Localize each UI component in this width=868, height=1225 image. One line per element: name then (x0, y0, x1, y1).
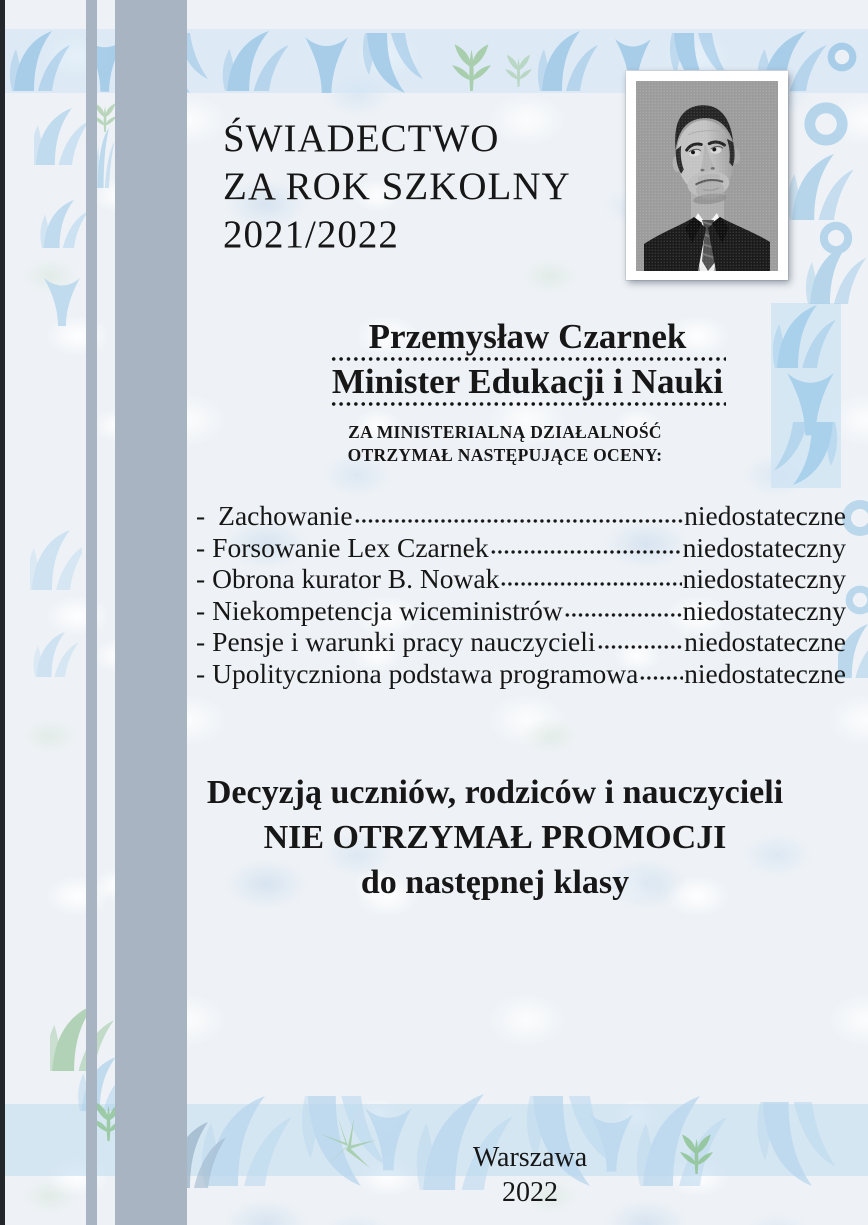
grade-label: Upolityczniona podstawa programowa (212, 657, 639, 689)
grade-label: Pensje i warunki pracy nauczycieli (212, 626, 596, 657)
decision-line-3: do następnej klasy (360, 864, 630, 901)
decision-line-1: Decyzją uczniów, rodziców i nauczycieli (206, 774, 784, 811)
dotted-underline (330, 401, 726, 407)
grade-row (196, 563, 846, 595)
grade-row (196, 658, 846, 690)
intro-line-1: ZA MINISTERIALNĄ DZIAŁALNOŚĆ (348, 422, 662, 442)
grade-value: niedostateczny (682, 563, 846, 594)
left-stripe-thin (86, 0, 97, 1225)
decision-block (110, 770, 868, 905)
grade-label: Obrona kurator B. Nowak (212, 563, 500, 594)
grade-label: Niekompetencja wiceministrów (212, 594, 563, 626)
grade-bullet: - (196, 594, 206, 626)
grade-bullet: - (196, 531, 206, 563)
decision-line-2: NIE OTRZYMAŁ PROMOCJI (263, 819, 727, 856)
photo-side-ornament (786, 92, 868, 307)
footer-city: Warszawa (472, 1142, 588, 1173)
grade-row (196, 532, 846, 564)
grade-value: niedostateczne (684, 500, 846, 531)
left-margin-ornament-top (34, 108, 90, 328)
footer-block (187, 1140, 868, 1210)
title-line-2: ZA ROK SZKOLNY (223, 165, 571, 208)
footer-year: 2022 (502, 1177, 558, 1208)
grade-dot-leader (639, 658, 683, 690)
left-stripe-wide (115, 0, 187, 1225)
title-line-1: ŚWIADECTWO (223, 117, 500, 160)
grade-dot-leader (490, 532, 682, 564)
certificate-title (223, 115, 571, 259)
grade-dot-leader (597, 626, 684, 658)
grade-label: Zachowanie (218, 500, 353, 531)
grade-label: Forsowanie Lex Czarnek (212, 531, 489, 563)
grade-bullet: - (196, 563, 206, 594)
grade-value: niedostateczny (682, 594, 846, 626)
intro-block (187, 421, 823, 467)
recipient-block (187, 318, 868, 408)
recipient-name: Przemysław Czarnek (368, 317, 687, 356)
title-line-3: 2021/2022 (223, 213, 399, 256)
grade-row (196, 595, 846, 627)
grade-value: niedostateczne (684, 657, 846, 689)
between-stripes-ornament (97, 100, 115, 190)
grade-dot-leader (500, 563, 681, 595)
photo-frame (626, 71, 788, 280)
intro-line-2: OTRZYMAŁ NASTĘPUJĄCE OCENY: (347, 445, 663, 465)
grade-value: niedostateczne (684, 626, 846, 657)
left-margin-ornament-mid (30, 520, 82, 710)
grade-dot-leader (564, 595, 682, 627)
left-dark-edge (0, 0, 5, 1225)
grades-list (196, 500, 846, 689)
grade-row (196, 626, 846, 658)
recipient-role: Minister Edukacji i Nauki (331, 362, 724, 401)
grade-bullet: - (196, 500, 206, 531)
grade-dot-leader (354, 500, 684, 532)
grade-value: niedostateczny (682, 531, 846, 563)
grade-row (196, 500, 846, 532)
portrait-photo (636, 81, 778, 271)
grade-bullet: - (196, 626, 206, 657)
grade-bullet: - (196, 657, 206, 689)
